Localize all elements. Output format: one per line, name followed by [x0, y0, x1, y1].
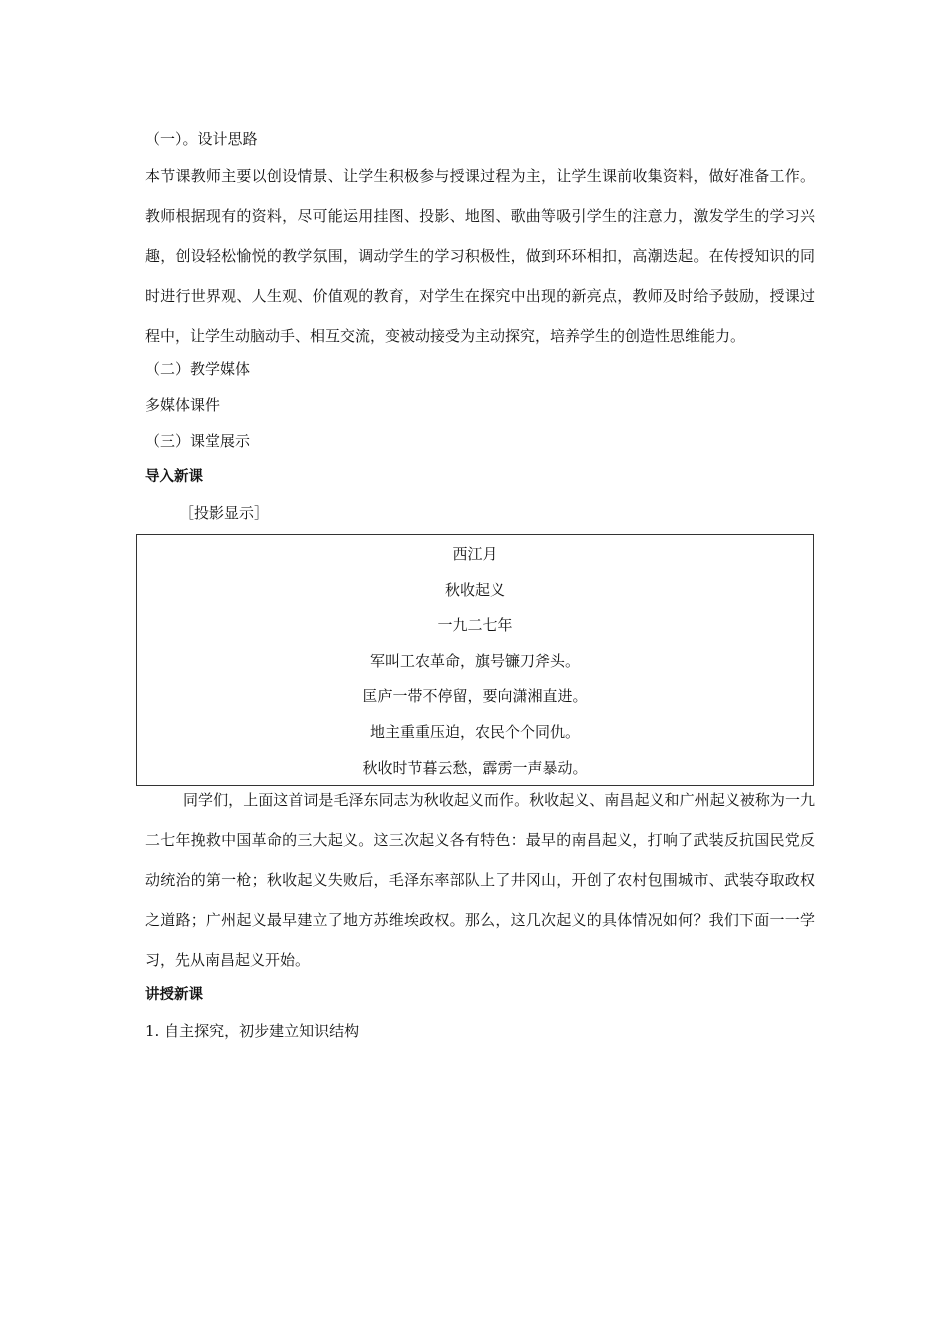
poem-line-3: 地主重重压迫，农民个个同仇。	[369, 722, 580, 741]
poem-line-2: 匡庐一带不停留，要向潇湘直进。	[362, 687, 588, 706]
poem-line-1: 军叫工农革命，旗号镰刀斧头。	[369, 651, 580, 670]
document-page	[145, 122, 815, 1048]
media-text: 多媒体课件	[145, 396, 221, 414]
design-heading: （一）。设计思路	[145, 130, 258, 148]
intro-heading: 导入新课	[145, 469, 203, 485]
poem-line-4: 秋收时节暮云愁，霹雳一声暴动。	[362, 758, 588, 777]
intro-paragraph: 同学们，上面这首词是毛泽东同志为秋收起义而作。秋收起义、南昌起义和广州起义被称为一九二七年挽救中国革命的三大起义。这三次起义各有特色：最早的南昌起义，打响了武装反抗国民党反动统治的第一枪；秋收起义失败后，毛泽东率部队上了井冈山，开创了农村包围城市、武装夺取政权之道路；广州起义最早建立了地方苏维埃政权。那么，这几次起义的具体情况如何？我们下面一一学习，先从南昌起义开始。	[145, 791, 815, 969]
step-1: 1. 自主探究，初步建立知识结构	[145, 1022, 360, 1040]
projection-label: ［投影显示］	[179, 504, 270, 522]
design-paragraph: 本节课教师主要以创设情景、让学生积极参与授课过程为主，让学生课前收集资料，做好准备工作。教师根据现有的资料，尽可能运用挂图、投影、地图、歌曲等吸引学生的注意力，激发学生的学习兴趣，创设轻松愉悦的教学氛围，调动学生的学习积极性，做到环环相扣，高潮迭起。在传授知识的同时进行世界观、人生观、价值观的教育，对学生在探究中出现的新亮点，教师及时给予鼓励，授课过程中，让学生动脑动手、相互交流，变被动接受为主动探究，培养学生的创造性思维能力。	[145, 167, 815, 345]
poem-box	[136, 534, 814, 786]
poem-year: 一九二七年	[437, 616, 513, 635]
poem-subtitle: 秋收起义	[444, 580, 505, 599]
poem-title: 西江月	[452, 545, 498, 563]
media-heading: （二）教学媒体	[145, 360, 251, 378]
teach-heading: 讲授新课	[145, 987, 203, 1003]
display-heading: （三）课堂展示	[145, 432, 251, 450]
